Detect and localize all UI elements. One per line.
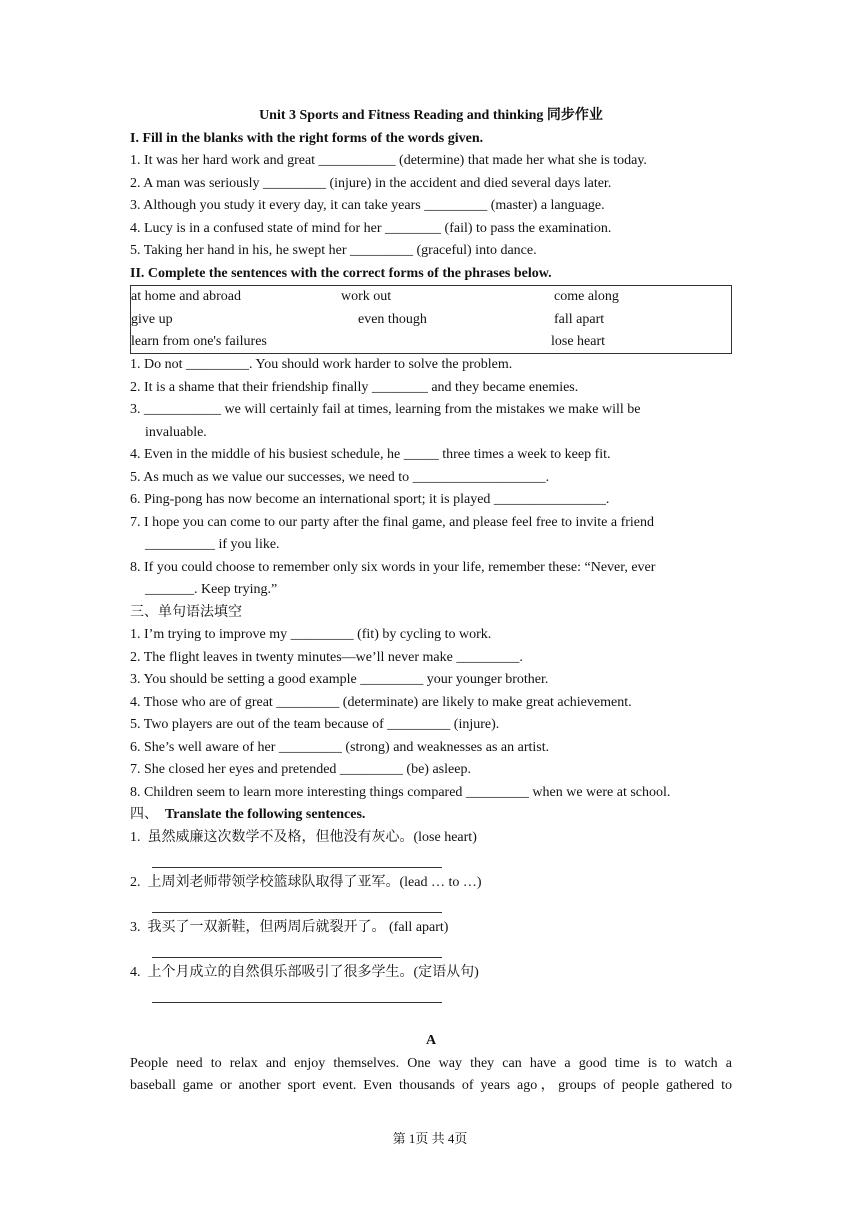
- section1-heading: I. Fill in the blanks with the right forms of the words given.: [130, 131, 484, 146]
- section2-item: 1. Do not _________. You should work harder to solve the problem.: [130, 357, 513, 372]
- section2-item: 6. Ping-pong has now become an international sport; it is played ________________.: [130, 492, 610, 507]
- section1-item: 3. Although you study it every day, it can take years _________ (master) a language.: [130, 198, 605, 213]
- passage-line: People need to relax and enjoy themselves. One way they can have a good time is to watch a: [130, 1056, 732, 1071]
- section2-item-continued: invaluable.: [145, 425, 207, 440]
- answer-line: [152, 957, 442, 958]
- answer-line: [152, 912, 442, 913]
- section2-item-continued: _______. Keep trying.”: [145, 582, 278, 597]
- phrase: come along: [554, 289, 619, 304]
- phrase: work out: [341, 289, 392, 304]
- translation-item: 1. 虽然威廉这次数学不及格，但他没有灰心。(lose heart): [130, 830, 477, 845]
- translation-item: 2. 上周刘老师带领学校篮球队取得了亚军。(lead … to …): [130, 875, 482, 890]
- phrase: at home and abroad: [131, 289, 242, 304]
- section3-item: 4. Those who are of great _________ (determinate) are likely to make great achievement.: [130, 695, 632, 710]
- page-title: Unit 3 Sports and Fitness Reading and thinking 同步作业: [259, 108, 603, 123]
- phrase: learn from one's failures: [131, 334, 267, 349]
- translation-item: 3. 我买了一双新鞋，但两周后就裂开了。 (fall apart): [130, 920, 449, 935]
- section2-item: 4. Even in the middle of his busiest schedule, he _____ three times a week to keep fit.: [130, 447, 611, 462]
- section4-heading-text: Translate the following sentences.: [165, 807, 366, 822]
- section3-item: 7. She closed her eyes and pretended _________ (be) asleep.: [130, 762, 471, 777]
- section3-item: 8. Children seem to learn more interesting things compared _________ when we were at school.: [130, 785, 671, 800]
- section1-item: 1. It was her hard work and great ___________ (determine) that made her what she is today.: [130, 153, 647, 168]
- section3-item: 6. She’s well aware of her _________ (strong) and weaknesses as an artist.: [130, 740, 550, 755]
- section1-item: 2. A man was seriously _________ (injure) in the accident and died several days later.: [130, 176, 612, 191]
- section3-item: 5. Two players are out of the team because of _________ (injure).: [130, 717, 500, 732]
- phrase: even though: [358, 312, 427, 327]
- section2-item: 8. If you could choose to remember only six words in your life, remember these: “Never, ever: [130, 560, 656, 575]
- section3-item: 3. You should be setting a good example _________ your younger brother.: [130, 672, 549, 687]
- section1-item: 4. Lucy is in a confused state of mind for her ________ (fail) to pass the examination.: [130, 221, 612, 236]
- section3-heading: 三、单句语法填空: [130, 605, 242, 620]
- section2-item: 2. It is a shame that their friendship finally ________ and they became enemies.: [130, 380, 579, 395]
- page-footer: 第 1页 共 4页: [392, 1131, 468, 1146]
- section2-item: 5. As much as we value our successes, we need to ___________________.: [130, 470, 550, 485]
- passage-label: A: [425, 1033, 437, 1048]
- section4-heading-number: 四、: [130, 807, 158, 822]
- section4-heading: [130, 804, 365, 826]
- section2-heading: II. Complete the sentences with the correct forms of the phrases below.: [130, 266, 552, 281]
- section2-item-continued: __________ if you like.: [145, 537, 280, 552]
- section3-item: 1. I’m trying to improve my _________ (fit) by cycling to work.: [130, 627, 492, 642]
- section2-item: 3. ___________ we will certainly fail at times, learning from the mistakes we make will be: [130, 402, 641, 417]
- section2-item: 7. I hope you can come to our party after the final game, and please feel free to invite a friend: [130, 515, 654, 530]
- section3-item: 2. The flight leaves in twenty minutes—we’ll never make _________.: [130, 650, 523, 665]
- phrase: lose heart: [551, 334, 606, 349]
- phrase-box: [130, 285, 732, 354]
- answer-line: [152, 867, 442, 868]
- translation-item: 4. 上个月成立的自然俱乐部吸引了很多学生。(定语从句): [130, 965, 479, 980]
- section1-item: 5. Taking her hand in his, he swept her _________ (graceful) into dance.: [130, 243, 537, 258]
- phrase: give up: [131, 312, 173, 327]
- answer-line: [152, 1002, 442, 1003]
- phrase: fall apart: [554, 312, 605, 327]
- passage-line: baseball game or another sport event. Even thousands of years ago，groups of people gathered to: [130, 1078, 732, 1093]
